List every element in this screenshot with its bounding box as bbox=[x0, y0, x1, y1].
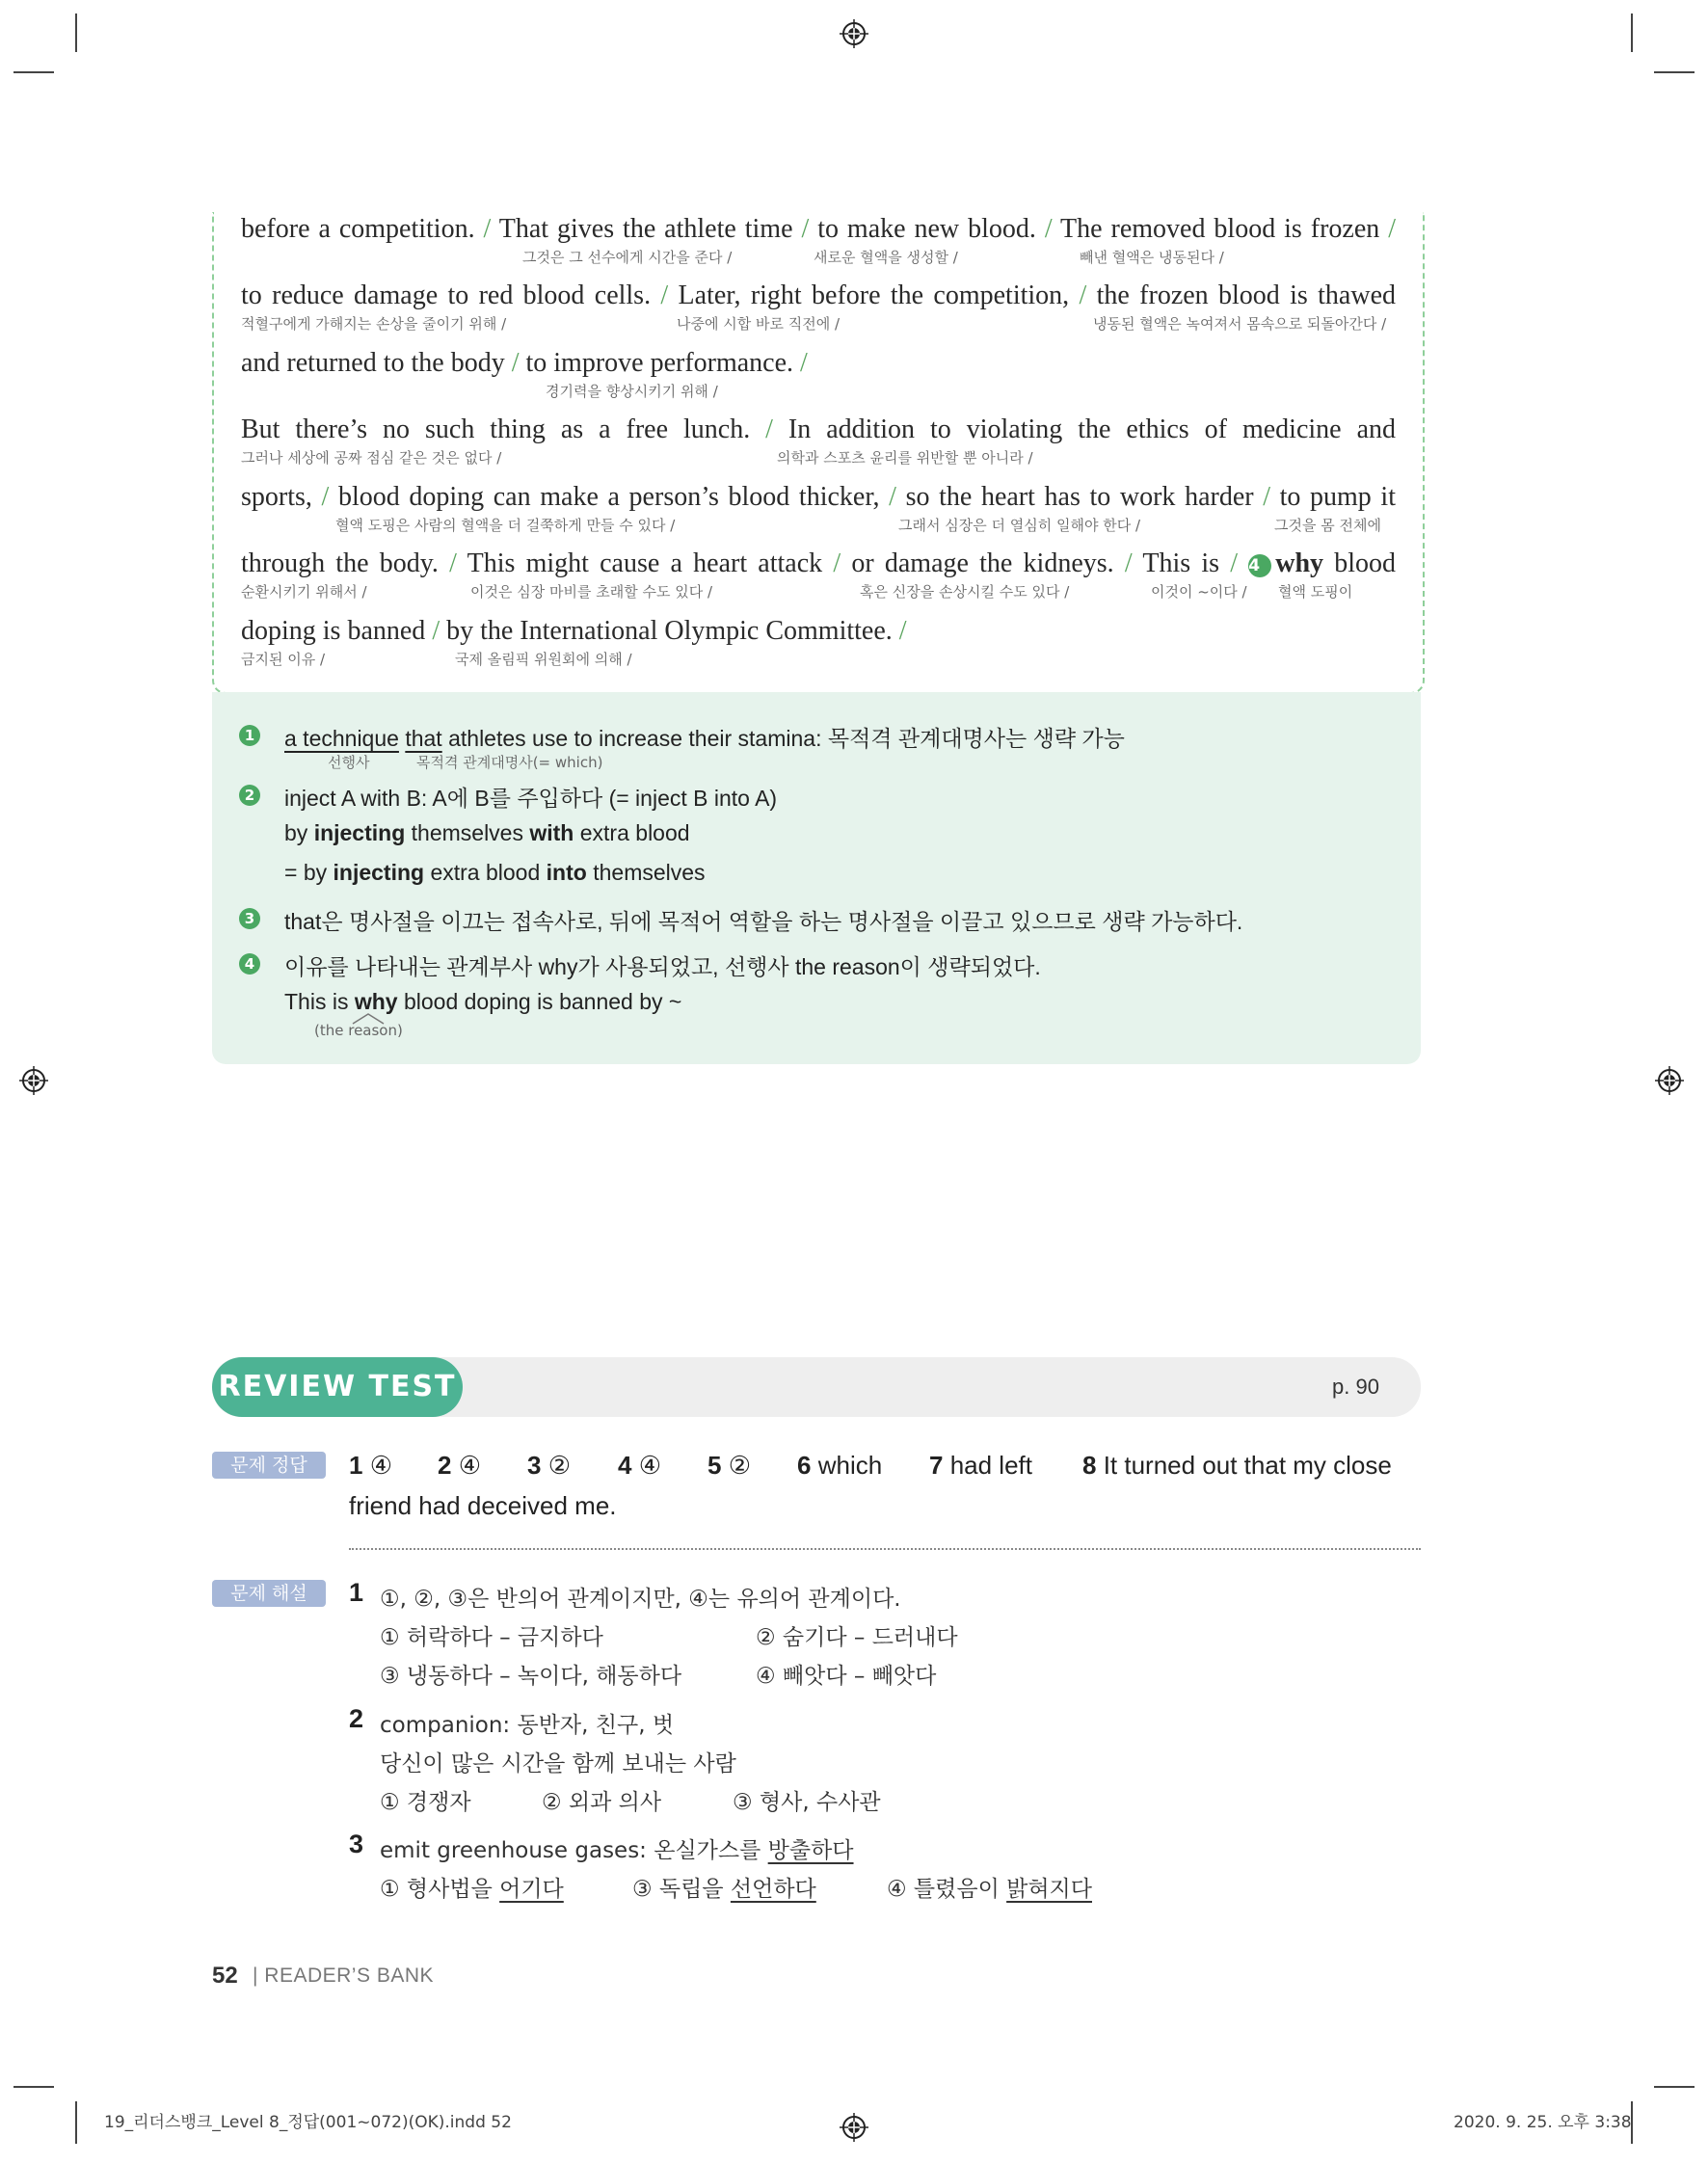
answer-continuation: friend had deceived me. bbox=[349, 1491, 617, 1520]
note-2-line2 bbox=[284, 820, 690, 846]
passage-translation: 나중에 시합 바로 직전에 / bbox=[677, 315, 841, 333]
note-number-badge: 2 bbox=[239, 785, 260, 806]
answer-number: 2 bbox=[438, 1451, 452, 1480]
explanation-number: 3 bbox=[349, 1830, 364, 1858]
explanation-option: ① 경쟁자 bbox=[380, 1790, 471, 1815]
passage-translation: 금지된 이유 / bbox=[241, 651, 326, 668]
registration-mark-icon bbox=[19, 1066, 48, 1095]
passage-translation: 경기력을 향상시키기 위해 / bbox=[546, 383, 718, 400]
section-divider bbox=[349, 1548, 1421, 1550]
review-test-title: REVIEW TEST bbox=[212, 1357, 463, 1417]
crop-mark bbox=[75, 13, 77, 52]
explanation-number: 2 bbox=[349, 1704, 364, 1733]
note-text: themselves bbox=[405, 820, 530, 845]
passage-translation: 그래서 심장은 더 열심히 일해야 한다 / bbox=[898, 517, 1141, 534]
explanation-text: ① 형사법을 bbox=[380, 1877, 500, 1902]
note-text: extra blood bbox=[574, 820, 690, 845]
page-number: 52 bbox=[212, 1963, 238, 1989]
note-1-rest: athletes use to increase their stamina: 목적격 관계대명사는 생략 가능 bbox=[441, 726, 1125, 751]
registration-mark-icon bbox=[840, 2113, 868, 2142]
explanation-head bbox=[380, 1832, 854, 1864]
passage-english: and returned to the body / to improve performance. / bbox=[241, 348, 808, 378]
passage-line bbox=[241, 480, 1396, 548]
passage-translation: 그것을 몸 전체에 bbox=[1274, 517, 1381, 534]
book-title: | READER’S BANK bbox=[253, 1964, 434, 1987]
answer-item bbox=[527, 1451, 571, 1481]
crop-mark bbox=[1631, 13, 1633, 52]
note-bold: injecting bbox=[313, 820, 406, 845]
answer-value: ④ bbox=[369, 1451, 393, 1480]
crop-mark bbox=[13, 2086, 54, 2088]
relative-pronoun: that bbox=[405, 726, 442, 751]
passage-translation: 그러나 세상에 공짜 점심 같은 것은 없다 / bbox=[241, 449, 502, 467]
answers-label: 문제 정답 bbox=[212, 1452, 326, 1479]
explanation-text: ④ 틀렸음이 bbox=[887, 1877, 1007, 1902]
passage-english: before a competition. / That gives the athlete time / to make new blood. / The removed blood is frozen / bbox=[241, 214, 1396, 244]
passage-translation: 냉동된 혈액은 녹여져서 몸속으로 되돌아간다 / bbox=[1093, 315, 1387, 333]
passage-line bbox=[241, 279, 1396, 346]
passage-translation: 의학과 스포츠 윤리를 위반할 뿐 아니라 / bbox=[777, 449, 1033, 467]
grammar-notes bbox=[212, 692, 1421, 1064]
explanation-underlined: 방출하다 bbox=[767, 1838, 854, 1863]
answer-number: 4 bbox=[618, 1451, 632, 1480]
registration-mark-icon bbox=[840, 19, 868, 48]
answer-value: which bbox=[817, 1451, 883, 1480]
passage-line bbox=[241, 614, 1396, 681]
explanation-underlined: 선언하다 bbox=[730, 1877, 816, 1902]
explanation-option bbox=[632, 1871, 816, 1903]
passage-line bbox=[241, 346, 1396, 414]
note-bold: into bbox=[546, 860, 587, 885]
answer-number: 8 bbox=[1082, 1451, 1097, 1480]
passage-english: to reduce damage to red blood cells. / Later, right before the competition, / the frozen blood is thawed bbox=[241, 281, 1396, 310]
note-3-text: that은 명사절을 이끄는 접속사로, 뒤에 목적어 역할을 하는 명사절을 이끌고 있으므로 생략 가능하다. bbox=[284, 909, 1243, 934]
explanations-label: 문제 해설 bbox=[212, 1580, 326, 1607]
antecedent: a technique bbox=[284, 726, 399, 751]
answer-item bbox=[797, 1451, 882, 1481]
passage-translation: 이것은 심장 마비를 초래할 수도 있다 / bbox=[470, 583, 713, 601]
crop-mark bbox=[1654, 71, 1695, 73]
note-bold: with bbox=[529, 820, 574, 845]
passage-translation: 국제 올림픽 위원회에 의해 / bbox=[455, 651, 632, 668]
explanation-text: ③ 독립을 bbox=[632, 1877, 731, 1902]
note-text: = by bbox=[284, 860, 334, 885]
passage-translation: 혈액 도핑이 bbox=[1278, 583, 1353, 601]
passage-english: sports, / blood doping can make a person’s blood thicker, / so the heart has to work harder / to pump it bbox=[241, 482, 1396, 512]
explanation-underlined: 어기다 bbox=[499, 1877, 564, 1902]
explanation-underlined: 밝혀지다 bbox=[1006, 1877, 1092, 1902]
passage-translation: 빼낸 혈액은 냉동된다 / bbox=[1080, 249, 1224, 266]
note-text: extra blood bbox=[424, 860, 547, 885]
passage-translation: 혈액 도핑은 사람의 혈액을 더 걸쭉하게 만들 수 있다 / bbox=[335, 517, 676, 534]
passage-english: doping is banned / by the International Olympic Committee. / bbox=[241, 616, 907, 646]
registration-mark-icon bbox=[1655, 1066, 1684, 1095]
answer-value: ④ bbox=[638, 1451, 662, 1480]
explanation-head: ①, ②, ③은 반의어 관계이지만, ④는 유의어 관계이다. bbox=[380, 1587, 901, 1612]
passage-translation: 이것이 ~이다 / bbox=[1151, 583, 1247, 601]
answer-item bbox=[929, 1451, 1032, 1481]
explanation-option: ② 외과 의사 bbox=[542, 1790, 662, 1815]
answer-value: had left bbox=[949, 1451, 1032, 1480]
answer-value: It turned out that my close bbox=[1103, 1451, 1392, 1480]
crop-mark bbox=[13, 71, 54, 73]
explanation-head: companion: 동반자, 친구, 벗 bbox=[380, 1713, 675, 1738]
answer-number: 1 bbox=[349, 1451, 363, 1480]
answer-item bbox=[438, 1451, 481, 1481]
answer-number: 7 bbox=[929, 1451, 944, 1480]
note-number-badge: 4 bbox=[239, 953, 260, 975]
passage-english: through the body. / This might cause a heart attack / or damage the kidneys. / This is / 4 why blood bbox=[241, 548, 1397, 578]
passage-line bbox=[241, 212, 1396, 280]
explanation-option bbox=[380, 1871, 564, 1903]
passage-line bbox=[241, 413, 1396, 480]
explanation-option: ④ 빼앗다 – 빼앗다 bbox=[756, 1664, 937, 1689]
note-number-badge: 1 bbox=[239, 725, 260, 746]
note-text: blood doping is banned by ~ bbox=[397, 989, 682, 1014]
answer-number: 6 bbox=[797, 1451, 812, 1480]
explanation-option: ① 허락하다 – 금지하다 bbox=[380, 1625, 603, 1650]
note-text: themselves bbox=[586, 860, 706, 885]
passage-translation: 새로운 혈액을 생성할 / bbox=[814, 249, 958, 266]
answer-value: ④ bbox=[458, 1451, 482, 1480]
passage-translation: 그것은 그 선수에게 시간을 준다 / bbox=[522, 249, 733, 266]
note-bold: injecting bbox=[333, 860, 425, 885]
passage-translation: 적혈구에게 가해지는 손상을 줄이기 위해 / bbox=[241, 315, 507, 333]
explanation-option bbox=[887, 1871, 1092, 1903]
review-page-ref: p. 90 bbox=[1332, 1375, 1379, 1399]
note-number-badge: 3 bbox=[239, 908, 260, 929]
note-4-line1: 이유를 나타내는 관계부사 why가 사용되었고, 선행사 the reason이 생략되었다. bbox=[284, 954, 1041, 979]
answer-item bbox=[618, 1451, 661, 1481]
note-1-text bbox=[284, 721, 1125, 753]
answer-item bbox=[349, 1451, 392, 1481]
explanation-option: ② 숨기다 – 드러내다 bbox=[756, 1625, 958, 1650]
answer-number: 3 bbox=[527, 1451, 542, 1480]
print-slug-timestamp: 2020. 9. 25. 오후 3:38 bbox=[1454, 2113, 1632, 2132]
passage-translation: 혹은 신장을 손상시킬 수도 있다 / bbox=[860, 583, 1070, 601]
crop-mark bbox=[75, 2101, 77, 2144]
crop-mark bbox=[1654, 2086, 1695, 2088]
answer-value: ② bbox=[547, 1451, 572, 1480]
explanation-option: ③ 냉동하다 – 녹이다, 해동하다 bbox=[380, 1664, 682, 1689]
note-text: by bbox=[284, 820, 314, 845]
note-bold: why bbox=[354, 989, 398, 1014]
answer-number: 5 bbox=[707, 1451, 722, 1480]
explanation-number: 1 bbox=[349, 1578, 364, 1607]
answer-item bbox=[707, 1451, 751, 1481]
explanation-option: ③ 형사, 수사관 bbox=[733, 1790, 881, 1815]
note-sub-label: (the reason) bbox=[314, 1022, 403, 1039]
explanation-definition: 당신이 많은 시간을 함께 보내는 사람 bbox=[380, 1751, 736, 1777]
passage-box bbox=[212, 212, 1425, 694]
note-4-line2 bbox=[284, 989, 681, 1015]
passage-english: But there’s no such thing as a free lunch. / In addition to violating the ethics of medicine and bbox=[241, 414, 1396, 444]
note-2-line3 bbox=[284, 860, 706, 886]
print-slug-filename: 19_리더스뱅크_Level 8_정답(001~072)(OK).indd 52 bbox=[104, 2113, 512, 2132]
note-2-line1: inject A with B: A에 B를 주입하다 (= inject B into A) bbox=[284, 786, 778, 811]
note-text: This is bbox=[284, 989, 355, 1014]
answer-value: ② bbox=[728, 1451, 752, 1480]
answer-item bbox=[1082, 1451, 1392, 1481]
note-sub-label: 목적격 관계대명사(= which) bbox=[416, 754, 603, 771]
passage-translation: 순환시키기 위해서 / bbox=[241, 583, 367, 601]
note-sub-label: 선행사 bbox=[328, 754, 370, 771]
explanation-text: emit greenhouse gases: 온실가스를 bbox=[380, 1838, 768, 1863]
passage-line bbox=[241, 547, 1396, 614]
